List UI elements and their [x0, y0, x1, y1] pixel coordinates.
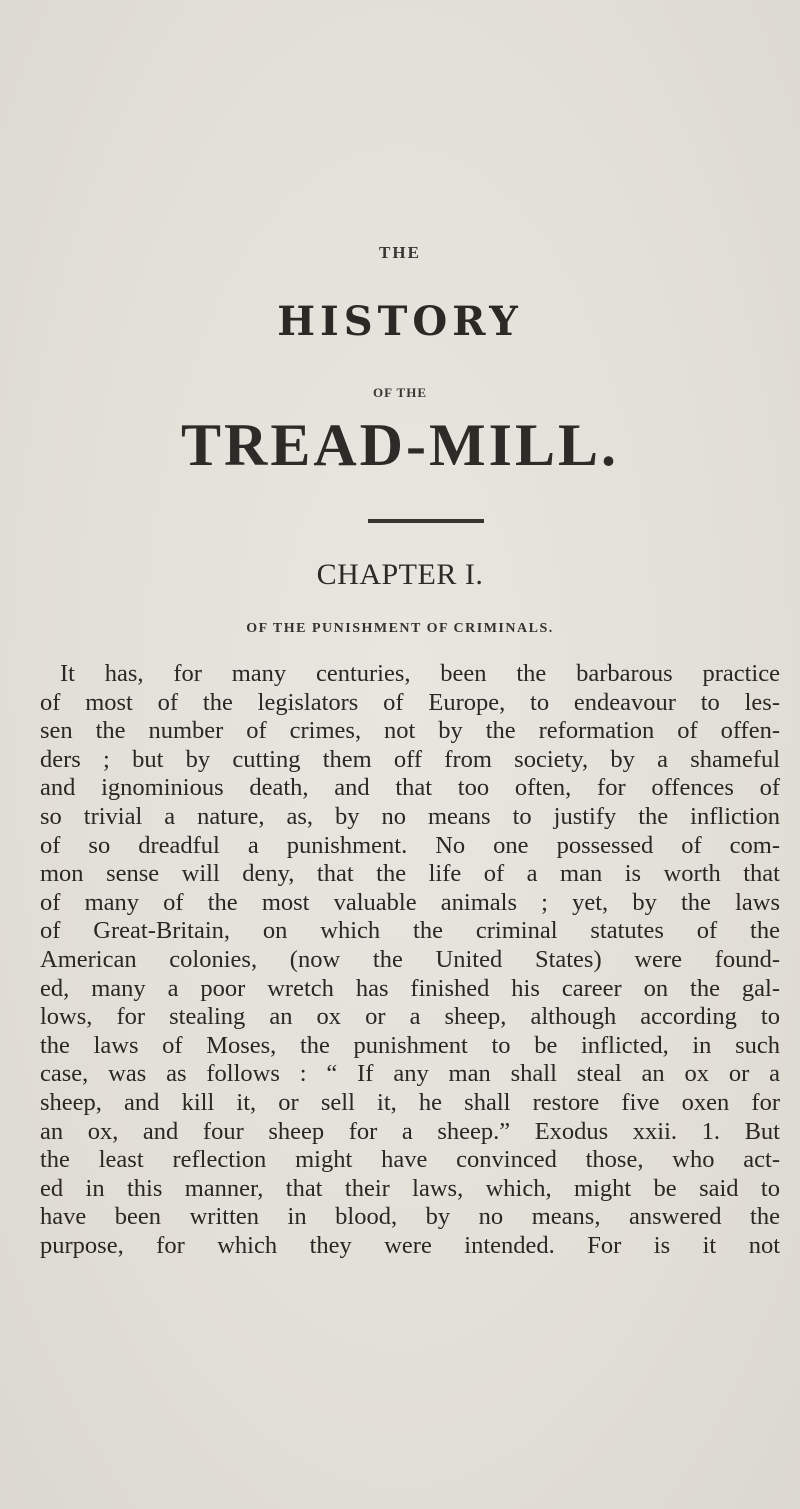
body-line: mon sense will deny, that the life of a man is worth that — [40, 860, 780, 888]
body-line: of most of the legislators of Europe, to endeavour to les- — [40, 688, 780, 716]
title-tread-mill: TREAD-MILL. — [180, 412, 620, 478]
body-line: of Great-Britain, on which the criminal statutes of the — [40, 917, 780, 945]
body-line: an ox, and four sheep for a sheep.” Exodus xxii. 1. But — [40, 1117, 780, 1145]
body-line: and ignominious death, and that too often, for offences of — [40, 774, 780, 802]
body-line: American colonies, (now the United States) were found- — [40, 945, 780, 973]
chapter-subtitle: OF THE PUNISHMENT OF CRIMINALS. — [246, 621, 554, 636]
body-line: ders ; but by cutting them off from society, by a shameful — [40, 745, 780, 773]
body-line: ed in this manner, that their laws, which, might be said to — [40, 1174, 780, 1202]
body-paragraph — [40, 660, 780, 1260]
title-the: THE — [379, 243, 421, 262]
body-line: have been written in blood, by no means, answered the — [40, 1203, 780, 1231]
body-line: case, was as follows : “ If any man shall steal an ox or a — [40, 1060, 780, 1088]
body-line: purpose, for which they were intended. For is it not — [40, 1231, 780, 1259]
title-divider-rule — [368, 519, 484, 523]
body-line: sen the number of crimes, not by the reformation of offen- — [40, 717, 780, 745]
body-line: the least reflection might have convinced those, who act- — [40, 1146, 780, 1174]
body-line: ed, many a poor wretch has finished his career on the gal- — [40, 974, 780, 1002]
title-history: HISTORY — [277, 298, 523, 345]
body-line: of many of the most valuable animals ; yet, by the laws — [40, 888, 780, 916]
body-line: It has, for many centuries, been the barbarous practice — [60, 660, 780, 687]
body-line: sheep, and kill it, or sell it, he shall restore five oxen for — [40, 1088, 780, 1116]
body-line: lows, for stealing an ox or a sheep, although according to — [40, 1003, 780, 1031]
body-line: of so dreadful a punishment. No one possessed of com- — [40, 831, 780, 859]
body-line: the laws of Moses, the punishment to be inflicted, in such — [40, 1031, 780, 1059]
body-line: so trivial a nature, as, by no means to justify the infliction — [40, 802, 780, 830]
title-of-the: OF THE — [372, 385, 428, 400]
chapter-heading: CHAPTER I. — [316, 558, 484, 591]
